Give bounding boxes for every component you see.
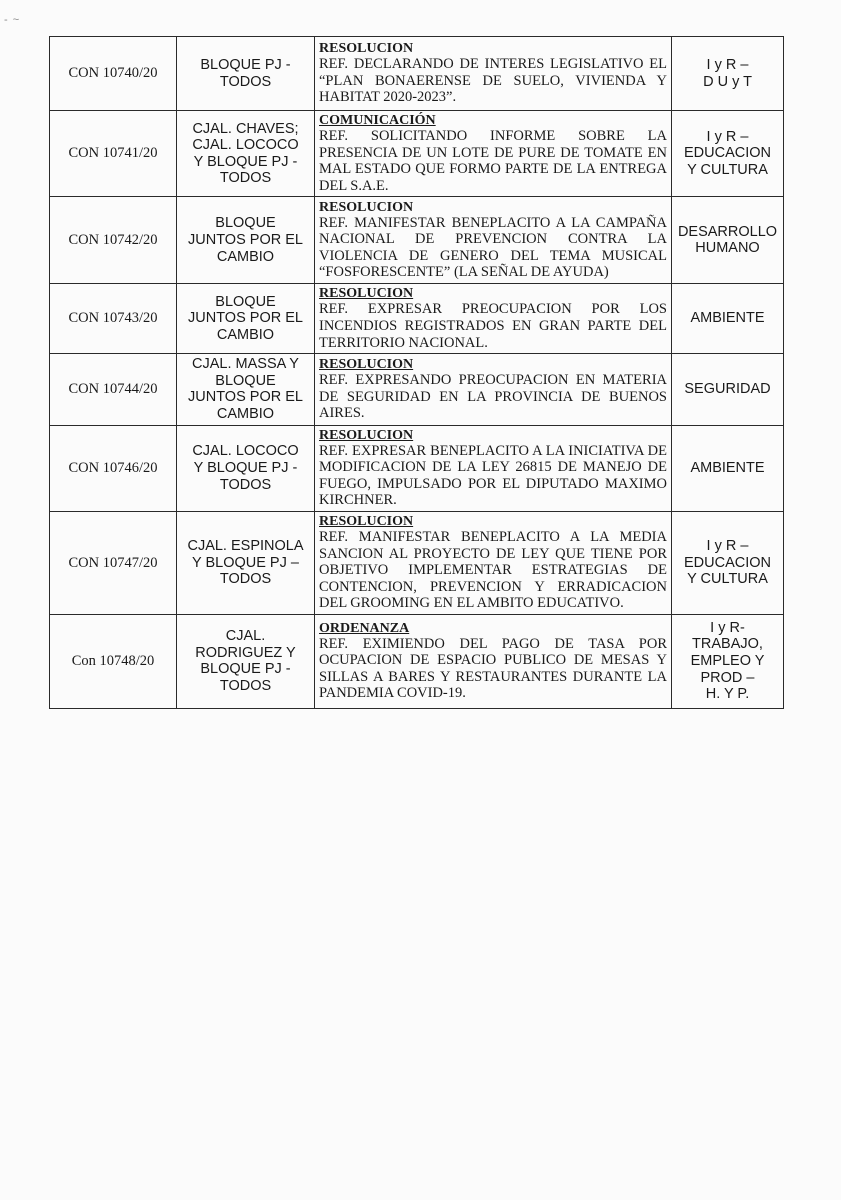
author-cell <box>177 37 315 111</box>
commission-cell <box>672 111 784 197</box>
table-row <box>50 197 784 284</box>
document-type: ORDENANZA <box>319 620 410 636</box>
document-type: RESOLUCION <box>319 427 414 443</box>
commission-cell <box>672 614 784 708</box>
document-type: RESOLUCION <box>319 199 414 215</box>
expediente-number: CON 10744/20 <box>50 354 177 425</box>
description-cell <box>315 284 672 354</box>
author-text: BLOQUE JUNTOS POR EL CAMBIO <box>188 215 303 265</box>
document-type: COMUNICACIÓN <box>319 113 436 128</box>
reference-text: REF. MANIFESTAR BENEPLACITO A LA MEDIA SANCION AL PROYECTO DE LEY QUE TIENE POR OBJETIVO IMPLEMENTAR ESTRATEGIAS DE CONTENCION, PREVENCION Y ERRADICACION DEL GROOMING EN EL AMBITO EDUCATIVO. <box>319 528 667 612</box>
author-text: CJAL. LOCOCO Y BLOQUE PJ - TODOS <box>192 443 299 493</box>
reference-text: REF. SOLICITANDO INFORME SOBRE LA PRESENCIA DE UN LOTE DE PURE DE TOMATE EN MAL ESTADO QUE FORMO PARTE DE LA ENTREGA DEL S.A.E. <box>319 128 667 194</box>
table-row <box>50 111 784 197</box>
table-row <box>50 354 784 425</box>
commission-text: I y R – EDUCACION Y CULTURA <box>683 538 771 588</box>
expedientes-table <box>49 36 784 709</box>
commission-cell <box>672 511 784 614</box>
author-cell <box>177 614 315 708</box>
author-text: CJAL. MASSA Y BLOQUE JUNTOS POR EL CAMBIO <box>188 356 303 422</box>
reference-text: REF. EXPRESANDO PREOCUPACION EN MATERIA DE SEGURIDAD EN LA PROVINCIA DE BUENOS AIRES. <box>319 371 667 422</box>
author-cell <box>177 354 315 425</box>
document-type: RESOLUCION <box>319 286 414 302</box>
expediente-number: CON 10747/20 <box>50 511 177 614</box>
commission-text: AMBIENTE <box>690 310 765 327</box>
reference-text: REF. EXIMIENDO DEL PAGO DE TASA POR OCUPACION DE ESPACIO PUBLICO DE MESAS Y SILLAS A BARES Y RESTAURANTES DURANTE LA PANDEMIA COVID-19. <box>319 635 667 702</box>
table-row <box>50 511 784 614</box>
table-body <box>50 37 784 709</box>
commission-text: I y R – EDUCACION Y CULTURA <box>683 128 771 178</box>
commission-cell <box>672 284 784 354</box>
commission-text: SEGURIDAD <box>684 381 771 398</box>
table-row <box>50 284 784 354</box>
commission-cell <box>672 197 784 284</box>
author-text: CJAL. ESPINOLA Y BLOQUE PJ – TODOS <box>187 538 304 588</box>
description-cell <box>315 354 672 425</box>
author-text: BLOQUE PJ - TODOS <box>200 56 291 90</box>
table-row <box>50 37 784 111</box>
scan-mark: - ~ <box>4 14 21 26</box>
expediente-number: CON 10743/20 <box>50 284 177 354</box>
document-type: RESOLUCION <box>319 513 414 529</box>
document-type: RESOLUCION <box>319 41 414 57</box>
expediente-number: CON 10741/20 <box>50 111 177 197</box>
commission-text: AMBIENTE <box>690 459 765 476</box>
reference-text: REF. MANIFESTAR BENEPLACITO A LA CAMPAÑA NACIONAL DE PREVENCION CONTRA LA VIOLENCIA DE GENERO DEL TEMA MUSICAL “FOSFORESCENTE” (LA SEÑAL DE AYUDA) <box>319 214 667 281</box>
document-type: RESOLUCION <box>319 356 414 372</box>
description-cell <box>315 197 672 284</box>
commission-cell <box>672 37 784 111</box>
description-cell <box>315 511 672 614</box>
expediente-number: CON 10746/20 <box>50 425 177 511</box>
author-cell <box>177 511 315 614</box>
reference-text: REF. EXPRESAR BENEPLACITO A LA INICIATIVA DE MODIFICACION DE LA LEY 26815 DE MANEJO DE FUEGO, IMPULSADO POR EL DIPUTADO MAXIMO KIRCHNER. <box>319 442 667 509</box>
expediente-number: CON 10740/20 <box>50 37 177 111</box>
author-cell <box>177 425 315 511</box>
author-cell <box>177 197 315 284</box>
description-cell <box>315 111 672 197</box>
author-cell <box>177 111 315 197</box>
author-cell <box>177 284 315 354</box>
commission-text: I y R – D U y T <box>703 56 752 90</box>
table-row <box>50 614 784 708</box>
commission-cell <box>672 354 784 425</box>
description-cell <box>315 37 672 111</box>
expediente-number: Con 10748/20 <box>50 614 177 708</box>
author-text: BLOQUE JUNTOS POR EL CAMBIO <box>188 293 303 344</box>
commission-text: I y R- TRABAJO, EMPLEO Y PROD – H. Y P. <box>690 619 765 703</box>
reference-text: REF. EXPRESAR PREOCUPACION POR LOS INCENDIOS REGISTRADOS EN GRAN PARTE DEL TERRITORIO NACIONAL. <box>319 301 667 351</box>
commission-cell <box>672 425 784 511</box>
description-cell <box>315 425 672 511</box>
table-row <box>50 425 784 511</box>
reference-text: REF. DECLARANDO DE INTERES LEGISLATIVO EL “PLAN BONAERENSE DE SUELO, VIVIENDA Y HABITAT 2020-2023”. <box>319 56 667 106</box>
expediente-number: CON 10742/20 <box>50 197 177 284</box>
description-cell <box>315 614 672 708</box>
author-text: CJAL. RODRIGUEZ Y BLOQUE PJ - TODOS <box>195 628 296 694</box>
author-text: CJAL. CHAVES; CJAL. LOCOCO Y BLOQUE PJ - TODOS <box>192 120 299 187</box>
commission-text: DESARROLLO HUMANO <box>677 223 778 257</box>
